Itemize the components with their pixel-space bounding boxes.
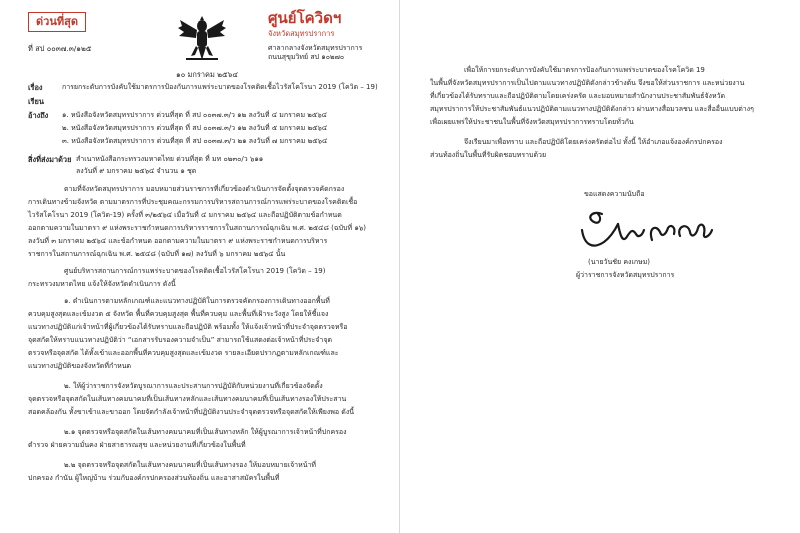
body-line: กระทรวงมหาดไทย แจ้งให้จังหวัดดำเนินการ ดังนี้ [28, 280, 176, 288]
item-2-1-line: ตำรวจ ฝ่ายความมั่นคง ฝ่ายสาธารณสุข และหน่วยงานที่เกี่ยวข้องในพื้นที่ [28, 441, 246, 449]
signer-name: (นายวันชัย คงเกษม) [588, 258, 651, 266]
address-line-1: ศาลากลางจังหวัดสมุทรปราการ [268, 44, 363, 52]
item-2-2-line: ๒.๒ จุดตรวจหรือจุดสกัดในเส้นทางคมนาคมที่เป็นเส้นทางรอง ให้มอบหมายเจ้าหน้าที่ [64, 461, 317, 469]
item-2-line: ๒. ให้ผู้ว่าราชการจังหวัดบูรณาการและประสานการปฏิบัติกับหน่วยงานที่เกี่ยวข้องจัดตั้ง [64, 382, 323, 390]
item-2-line: สอดคล้องกัน ทั้งขาเข้าและขาออก โดยจัดกำลังเจ้าหน้าที่ปฏิบัติงานประจำจุดตรวจหรือจุดสกัดให้เพียงพอ ดังนี้ [28, 408, 355, 416]
body-line: ลงวันที่ ๓ มกราคม ๒๕๖๔ และข้อกำหนด ออกตามความในมาตรา ๙ แห่งพระราชกำหนดการบริหาร [28, 237, 328, 245]
subject-label: เรื่อง [28, 83, 43, 92]
subject-text: การยกระดับการบังคับใช้มาตรการป้องกันการแพร่ระบาดของโรคติดเชื้อไวรัสโคโรนา 2019 (โควิด – 19) [62, 83, 378, 91]
to-label: เรียน [28, 97, 44, 106]
body-line: ศูนย์บริหารสถานการณ์การแพร่ระบาดของโรคติดเชื้อไวรัสโคโรนา 2019 (โควิด – 19) [64, 267, 326, 275]
agency-stamp-sub: จังหวัดสมุทรปราการ [268, 29, 335, 38]
item-2-1-line: ๒.๑ จุดตรวจหรือจุดสกัดในเส้นทางคมนาคมที่เป็นเส้นทางหลัก ให้ผู้บูรณาการเจ้าหน้าที่ปกครอง [64, 428, 347, 436]
enclosure-label: สิ่งที่ส่งมาด้วย [28, 155, 72, 164]
agency-stamp: ศูนย์โควิดฯ [268, 9, 342, 27]
letter-date: ๑๐ มกราคม ๒๕๖๔ [176, 70, 238, 79]
reference-1: ๑. หนังสือจังหวัดสมุทรปราการ ด่วนที่สุด ที่ สป ๐๐๓๗.๓/ว ๑๒ ลงวันที่ ๔ มกราคม ๒๕๖๔ [62, 111, 327, 119]
item-1-line: แนวทางปฏิบัติของจังหวัดที่กำหนด [28, 362, 132, 370]
body-line: ตามที่จังหวัดสมุทรปราการ มอบหมายส่วนราชการที่เกี่ยวข้องดำเนินการจัดตั้งจุดตรวจคัดกรอง [64, 185, 345, 193]
item-2-line: จุดตรวจหรือจุดสกัดในเส้นทางคมนาคมที่เป็นเส้นทางหลักและเส้นทางคมนาคมที่เป็นเส้นทางรองให้ประสาน [28, 395, 347, 403]
body-line: การเดินทางข้ามจังหวัด ตามมาตรการที่ประชุมคณะกรรมการบริหารสถานการณ์การแพร่ระบาดของโรคติดเชื้อ [28, 198, 358, 206]
reference-label: อ้างถึง [28, 111, 49, 120]
garuda-emblem-icon [176, 12, 228, 62]
urgent-stamp: ด่วนที่สุด [28, 12, 86, 32]
enclosure-line-2: ลงวันที่ ๙ มกราคม ๒๕๖๔ จำนวน ๑ ชุด [76, 167, 197, 175]
item-2-2-line: ปกครอง กำนัน ผู้ใหญ่บ้าน ร่วมกับองค์กรปกครองส่วนท้องถิ่น และอาสาสมัครในพื้นที่ [28, 474, 280, 482]
reference-2: ๒. หนังสือจังหวัดสมุทรปราการ ด่วนที่สุด ที่ สป ๐๐๓๗.๓/ว ๑๒ ลงวันที่ ๕ มกราคม ๒๕๖๔ [62, 124, 328, 132]
closing-paragraph-line: สมุทรปราการให้ประชาสัมพันธ์แนวปฏิบัติตามแนวทางปฏิบัติดังกล่าว ผ่านทางสื่อมวลชน และสื่ออื่นแบบต่างๆ [430, 105, 754, 113]
item-1-line: แนวทางปฏิบัติแก่เจ้าหน้าที่ผู้เกี่ยวข้องได้รับทราบและถือปฏิบัติ พร้อมทั้ง ให้แจ้งเจ้าหน้าที่ประจำจุดตรวจหรือ [28, 323, 348, 331]
address-line-2: ถนนสุขุมวิทย์ สป ๑๐๒๗๐ [268, 53, 345, 61]
signature-icon [572, 200, 722, 256]
enclosure-line-1: สำเนาหนังสือกระทรวงมหาดไทย ด่วนที่สุด ที่ มท ๐๒๓๐/ว ๖๑๑ [76, 155, 264, 163]
closing-paragraph-line: ที่เกี่ยวข้องได้รับทราบและถือปฏิบัติตามโดยเคร่งครัด และมอบหมายสำนักงานประชาสัมพันธ์จังหวัด [430, 92, 726, 100]
item-1-line: จุดสกัดให้ทราบแนวทางปฏิบัติว่า “เอกสารรับรองความจำเป็น” สามารถใช้แสดงต่อเจ้าหน้าที่ประจำจุด [28, 336, 332, 344]
reference-3: ๓. หนังสือจังหวัดสมุทรปราการ ด่วนที่สุด ที่ สป ๐๐๓๗.๓/ว ๒๑ ลงวันที่ ๗ มกราคม ๒๕๖๔ [62, 137, 328, 145]
letter-page-2 [400, 0, 800, 533]
body-line: ราชการในสถานการณ์ฉุกเฉิน พ.ศ. ๒๕๔๘ (ฉบับที่ ๑๗) ลงวันที่ ๖ มกราคม ๒๕๖๔ นั้น [28, 250, 286, 258]
item-1-line: ตรวจหรือจุดสกัด ได้ทั้งเข้าและออกพื้นที่ควบคุมสูงสุดและเข้มงวด รายละเอียดปรากฏตามหลักเกณฑ์และ [28, 349, 339, 357]
body-line: ออกตามความในมาตรา ๙ แห่งพระราชกำหนดการบริหารราชการในสถานการณ์ฉุกเฉิน พ.ศ. ๒๕๔๘ (ฉบับที่ ๑๖) [28, 224, 366, 232]
item-1-line: ควบคุมสูงสุดและเข้มงวด ๕ จังหวัด พื้นที่ควบคุมสูงสุด พื้นที่ควบคุม และพื้นที่เฝ้าระวังสูง โดยให้ชี้แจง [28, 310, 329, 318]
closing-salutation: ขอแสดงความนับถือ [584, 190, 645, 198]
item-1-line: ๑. ดำเนินการตามหลักเกณฑ์และแนวทางปฏิบัติในการตรวจคัดกรองการเดินทางออกพื้นที่ [64, 297, 330, 305]
signer-position: ผู้ว่าราชการจังหวัดสมุทรปราการ [576, 271, 675, 279]
body-line: ไวรัสโคโรนา 2019 (โควิด-19) ครั้งที่ ๓/๒๕๖๔ เมื่อวันที่ ๔ มกราคม ๒๕๖๔ และถือปฏิบัติตามข้อกำหนด [28, 211, 342, 219]
closing-paragraph-line: เพื่อให้การยกระดับการบังคับใช้มาตรการป้องกันการแพร่ระบาดของโรคโควิด 19 [464, 66, 705, 74]
request-line: จึงเรียนมาเพื่อทราบ และถือปฏิบัติโดยเคร่งครัดต่อไป ทั้งนี้ ให้อำเภอแจ้งองค์กรปกครอง [464, 138, 723, 146]
closing-paragraph-line: เพื่อเผยแพร่ให้ประชาชนในพื้นที่จังหวัดสมุทรปราการทราบโดยทั่วกัน [430, 118, 634, 126]
request-line: ส่วนท้องถิ่นในพื้นที่รับผิดชอบทราบด้วย [430, 151, 547, 159]
closing-paragraph-line: ในพื้นที่จังหวัดสมุทรปราการเป็นไปตามแนวทางปฏิบัติดังกล่าวข้างต้น จึงขอให้ส่วนราชการ และหน่วยงาน [430, 79, 745, 87]
doc-number: ที่ สป ๐๐๓๗.๓/๑๒๕ [28, 44, 92, 53]
